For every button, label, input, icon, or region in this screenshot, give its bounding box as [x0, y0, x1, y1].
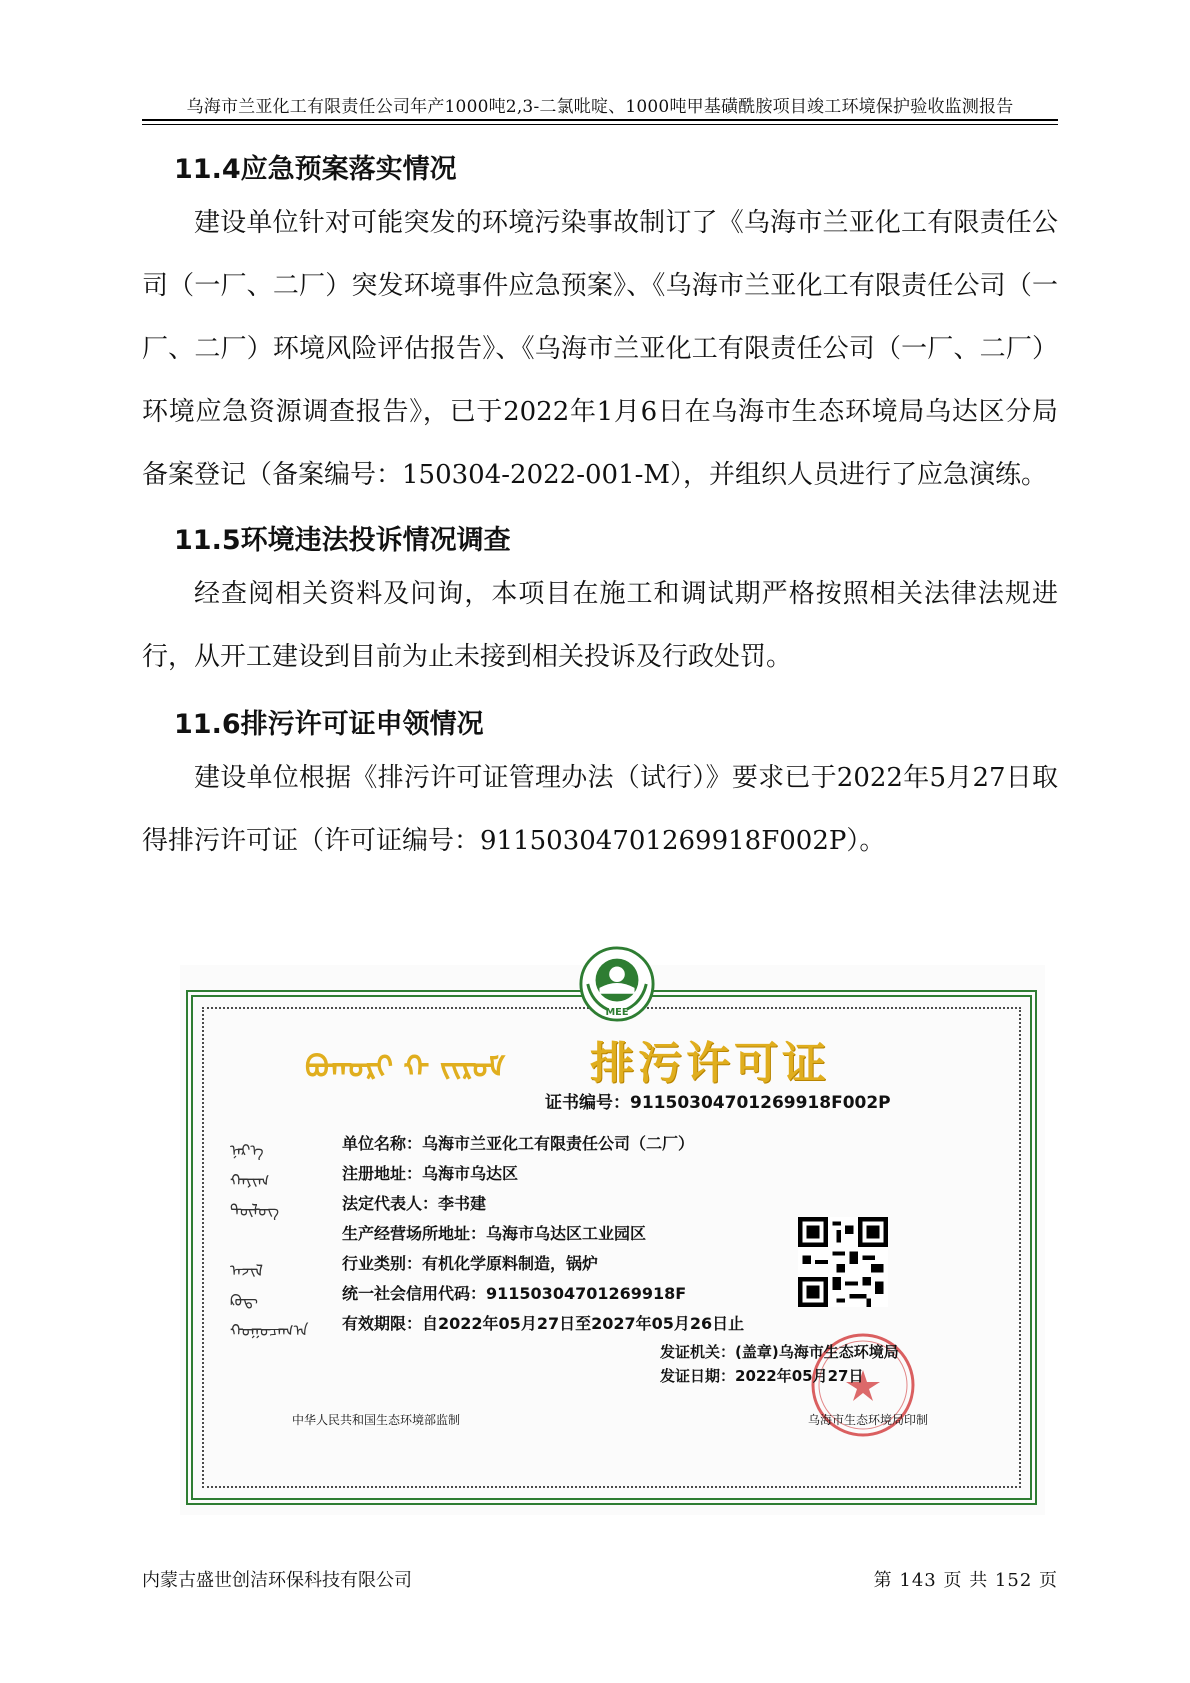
section-heading: 11.4应急预案落实情况	[174, 154, 457, 185]
certificate-title: 排污许可证	[590, 1038, 830, 1089]
field-value: 自2022年05月27日至2027年05月26日止	[422, 1314, 745, 1333]
field-value: 乌海市兰亚化工有限责任公司（二厂）	[422, 1134, 695, 1153]
mongolian-label: ᠬᠤᠭᠤᠴᠠᠭ᠎ᠠ	[230, 1321, 309, 1340]
header-rule-thin	[142, 124, 1058, 125]
page-header: 乌海市兰亚化工有限责任公司年产1000吨2,3-二氯吡啶、1000吨甲基磺酰胺项目竣工环境保护验收监测报告	[186, 97, 1014, 117]
field-value: 有机化学原料制造，锅炉	[422, 1254, 599, 1273]
section-11-5	[142, 519, 1058, 689]
printer-note: 乌海市生态环境局印制	[808, 1413, 929, 1427]
field-label: 单位名称：	[342, 1134, 423, 1153]
field-label: 有效期限：	[342, 1314, 423, 1333]
certificate-number: 证书编号：91150304701269918F002P	[545, 1093, 891, 1113]
field-label: 生产经营场所地址：	[342, 1224, 487, 1243]
mongolian-label: ᠠᠵᠢᠯ	[230, 1261, 263, 1280]
industry-category-field	[342, 1251, 598, 1274]
section-paragraph: 建设单位针对可能突发的环境污染事故制订了《乌海市兰亚化工有限责任公司（一厂、二厂）突发环境事件应急预案》、《乌海市兰亚化工有限责任公司（一厂、二厂）环境风险评估报告》、《乌海市兰亚化工有限责任公司（一厂、二厂）环境应急资源调查报告》，已于2022年1月6日在乌海市生态环境局乌达区分局备案登记（备案编号：150304-2022-001-M），并组织人员进行了应急演练。	[142, 208, 1058, 490]
legal-representative-field	[342, 1191, 486, 1214]
section-heading: 11.6排污许可证申领情况	[174, 709, 484, 740]
field-value: 乌海市乌达区工业园区	[486, 1224, 647, 1243]
document-body	[142, 148, 1058, 873]
permit-certificate-image	[180, 965, 1045, 1515]
mongolian-label: ᠨᠡᠷ᠎ᠡ	[230, 1141, 264, 1160]
footer-page-number: 第 143 页 共 152 页	[873, 1570, 1058, 1591]
field-label: 注册地址：	[342, 1164, 423, 1183]
issue-date: 发证日期：2022年05月27日	[660, 1367, 864, 1385]
section-11-4	[142, 148, 1058, 507]
validity-period-field	[342, 1311, 744, 1334]
field-value: 李书建	[438, 1194, 487, 1213]
logo-text: MEE	[605, 1007, 629, 1019]
registered-address-field	[342, 1161, 518, 1184]
mongolian-label: ᠺᠣᠳ᠋	[230, 1291, 258, 1310]
field-value: 乌海市乌达区	[422, 1164, 519, 1183]
qr-code-icon	[798, 1217, 888, 1307]
supervisor-note: 中华人民共和国生态环境部监制	[292, 1413, 461, 1427]
mongolian-label: ᠬᠠᠶᠢᠭ	[230, 1171, 270, 1190]
footer-company: 内蒙古盛世创洁环保科技有限公司	[142, 1570, 412, 1591]
field-value: 91150304701269918F	[486, 1284, 687, 1303]
credit-code-field	[342, 1281, 686, 1304]
field-label: 法定代表人：	[342, 1194, 439, 1213]
issuing-authority: 发证机关：(盖章)乌海市生态环境局	[660, 1343, 899, 1361]
unit-name-field	[342, 1131, 694, 1154]
section-11-6	[142, 703, 1058, 873]
mongolian-script-title: ᠪᠤᠬᠤᠷᠢ ᠬ ᠵᠢᠷᠤᠮ	[305, 1050, 505, 1085]
mongolian-label: ᠲᠥᠯᠥᠭ	[230, 1201, 280, 1220]
section-heading: 11.5环境违法投诉情况调查	[174, 525, 511, 556]
section-paragraph: 经查阅相关资料及问询，本项目在施工和调试期严格按照相关法律法规进行，从开工建设到目前为止未接到相关投诉及行政处罚。	[142, 579, 1058, 672]
section-paragraph: 建设单位根据《排污许可证管理办法（试行）》要求已于2022年5月27日取得排污许可证（许可证编号：91150304701269918F002P）。	[142, 763, 1058, 856]
header-rule	[142, 119, 1058, 121]
field-label: 统一社会信用代码：	[342, 1284, 487, 1303]
field-label: 行业类别：	[342, 1254, 423, 1273]
mee-logo-icon	[578, 945, 656, 1023]
production-site-field	[342, 1221, 646, 1244]
